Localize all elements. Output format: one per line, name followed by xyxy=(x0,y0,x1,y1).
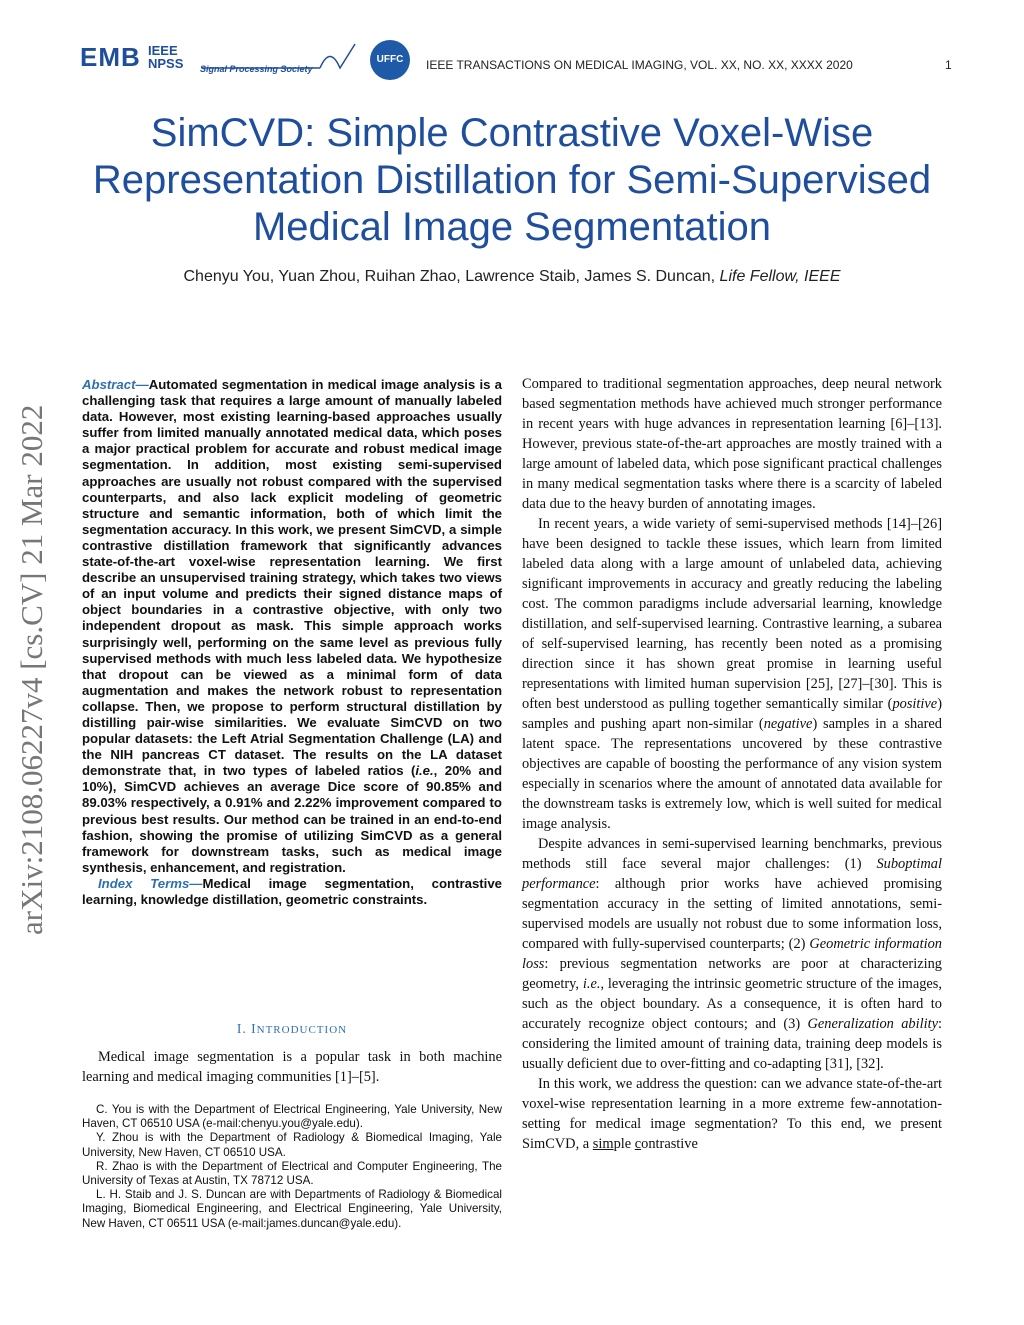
paragraph: Compared to traditional segmentation approaches, deep neural network based segmentation methods have achieved much stronger performance in recent years with huge advances in representation learning [6]–[13]. However, previous state-of-the-art approaches are mostly trained with a large amount of labeled data, which pose significant practical challenges in many medical segmentation tasks where there is a scarcity of labeled data due to the heavy burden of annotating images. xyxy=(522,376,942,512)
section-rest: NTRODUCTION xyxy=(256,1024,348,1036)
npss-logo-line1: IEEE xyxy=(148,43,178,58)
intro-paragraph: Medical image segmentation is a popular task in both machine learning and medical imaging communities [1]–[5]. xyxy=(82,1049,502,1085)
footnote: R. Zhao is with the Department of Electrical and Computer Engineering, The University of Texas at Austin, TX 78712 USA. xyxy=(82,1159,502,1188)
uffc-logo: UFFC xyxy=(370,40,410,80)
title-line: Medical Image Segmentation xyxy=(252,205,772,249)
paragraph: In recent years, a wide variety of semi-supervised methods [14]–[26] have been designed to tackle these issues, which learn from limited labeled data along with a large amount of unlabeled data, achieving significant improvements in accuracy and greatly reducing the labeling cost. The common paradigms include adversarial learning, knowledge distillation, and self-supervised learning. Contrastive learning, a subarea of self-supervised learning, has recently been noted as a promising direction since it has shown great promise in learning useful representations with limited human supervision [25], [27]–[30]. This is often best understood as pulling together semantically similar (positive) samples and pushing apart non-similar (negative) samples in a shared latent space. The representations uncovered by these contrastive objectives are capable of boosting the performance of any vision system especially in scenarios where the amount of annotated data available for the downstream tasks is extremely low, which is well suited for medical image analysis. xyxy=(522,516,942,832)
footnote: C. You is with the Department of Electrical Engineering, Yale University, New Haven, CT 06510 USA (e-mail:chenyu.you@yale.edu). xyxy=(82,1103,502,1131)
section-initial: I xyxy=(251,1021,257,1036)
author-list xyxy=(60,268,964,286)
npss-logo xyxy=(148,44,183,70)
footnote: L. H. Staib and J. S. Duncan are with Departments of Radiology & Biomedical Imaging, Biomedical Engineering, and Electrical Engineering, Yale University, New Haven, CT 06511 USA (e-mail:james.duncan@yale.edu). xyxy=(82,1188,502,1230)
title-line: SimCVD: Simple Contrastive Voxel-Wise xyxy=(150,111,874,155)
arxiv-stamp: arXiv:2108.06227v4 [cs.CV] 21 Mar 2022 xyxy=(14,404,49,935)
abstract-label: Abstract— xyxy=(82,377,149,392)
paper-title xyxy=(60,110,964,251)
npss-logo-line2: NPSS xyxy=(148,56,184,71)
abstract xyxy=(82,377,502,908)
running-title: IEEE TRANSACTIONS ON MEDICAL IMAGING, VOL. XX, NO. XX, XXXX 2020 xyxy=(426,58,853,72)
footnote: Y. Zhou is with the Department of Radiology & Biomedical Imaging, Yale University, New Haven, CT 06510 USA. xyxy=(82,1131,502,1159)
paragraph: In this work, we address the question: can we advance state-of-the-art voxel-wise representation learning in a more extreme few-annotation-setting for medical image segmentation? To this end, we present SimCVD, a simple contrastive xyxy=(522,1076,942,1152)
section-numeral: I. xyxy=(236,1021,252,1036)
abstract-ie: i.e. xyxy=(415,763,434,779)
page-number: 1 xyxy=(945,58,952,72)
authors-fellow: Life Fellow, IEEE xyxy=(719,268,841,285)
authors-names: Chenyu You, Yuan Zhou, Ruihan Zhao, Lawrence Staib, James S. Duncan, xyxy=(183,268,720,285)
paragraph: Despite advances in semi-supervised learning benchmarks, previous methods still face several major challenges: (1) Suboptimal performance: although prior works have achieved promising segmentation accuracy in the setting of limited annotations, semi-supervised models are usually not robust due to some information loss, compared with fully-supervised counterparts; (2) Geometric information loss: previous segmentation networks are poor at characterizing geometry, i.e., leveraging the intrinsic geometric structure of the images, such as the object boundary. As a consequence, it is often hard to accurately recognize object contours; and (3) Generalization ability: considering the limited amount of training data, training deep models is usually deficient due to over-fitting and co-adapting [31], [32]. xyxy=(522,836,942,1072)
emb-logo: EMB xyxy=(80,42,141,72)
section-heading xyxy=(82,1021,502,1037)
sps-logo-text: Signal Processing Society xyxy=(200,64,313,74)
title-line: Representation Distillation for Semi-Supervised xyxy=(92,158,932,202)
abstract-text: Automated segmentation in medical image analysis is a challenging task that requires a large amount of manually labeled data. However, most existing learning-based approaches usually suffer from limited manually annotated medical data, which poses a major practical problem for accurate and robust medical image segmentation. In addition, most existing semi-supervised approaches are usually not robust compared with the supervised counterparts, and also lack explicit modeling of geometric structure and semantic information, both of which limit the segmentation accuracy. In this work, we present SimCVD, a simple contrastive distillation framework that significantly advances state-of-the-art voxel-wise representation learning. We first describe an unsupervised training strategy, which takes two views of an input volume and predicts their signed distance maps of object boundaries in a contrastive objective, with only two independent dropout as mask. This simple approach works surprisingly well, performing on the same level as previous fully supervised methods with much less labeled data. We hypothesize that dropout can be viewed as a minimal form of data augmentation and makes the network robust to representation collapse. Then, we propose to perform structural distillation by distilling pair-wise similarities. We evaluate SimCVD on two popular datasets: the Left Atrial Segmentation Challenge (LA) and the NIH pancreas CT dataset. The results on the LA dataset demonstrate that, in two types of labeled ratios ( xyxy=(82,377,502,779)
affiliation-footnotes xyxy=(82,1103,502,1231)
right-column xyxy=(522,374,942,1154)
publisher-logos xyxy=(80,40,420,84)
index-terms-label: Index Terms— xyxy=(98,875,203,891)
index-terms-text: Medical image segmentation, contrastive learning, knowledge distillation, geometric constraints. xyxy=(82,875,502,907)
abstract-text-2: , 20% and 10%), SimCVD achieves an average Dice score of 90.85% and 89.03% respectively, a 0.91% and 2.22% improvement compared to previous best results. Our method can be trained in an end-to-end fashion, showing the promise of utilizing SimCVD as a general framework for downstream tasks, such as medical image synthesis, enhancement, and registration. xyxy=(82,763,502,875)
